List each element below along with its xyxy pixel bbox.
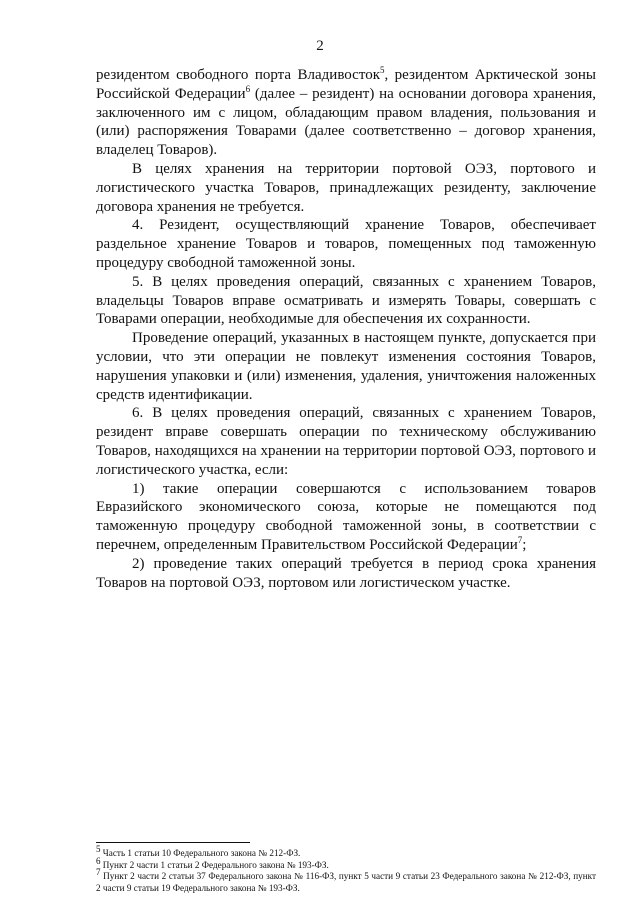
paragraph-item-5: 5. В целях проведения операций, связанных с хранением Товаров, владельцы Товаров вправе осматривать и измерять Товары, совершать с Товарами операции, необходимые для обеспечения их сохранности.	[96, 273, 596, 328]
footnote-text: Часть 1 статьи 10 Федерального закона № 212-ФЗ.	[100, 848, 301, 858]
footnote-divider	[96, 842, 250, 843]
paragraph-subitem-2: 2) проведение таких операций требуется в период срока хранения Товаров на портовой ОЭЗ, портовом или логистическом участке.	[96, 555, 596, 591]
footnotes	[96, 843, 596, 894]
document-body	[96, 66, 596, 592]
page-number: 2	[316, 38, 324, 54]
paragraph-continuation	[96, 66, 596, 160]
paragraph-subitem-1	[96, 480, 596, 555]
paragraph-text: ;	[522, 536, 527, 553]
footnote-7	[96, 867, 596, 894]
footnote-ref-6: 6	[245, 83, 251, 94]
footnote-text: Пункт 2 части 1 статьи 2 Федерального закона № 193-ФЗ.	[100, 859, 329, 870]
footnote-mark: 5	[96, 843, 101, 854]
footnote-mark: 6	[96, 855, 101, 866]
paragraph-text: резидентом свободного порта Владивосток	[96, 67, 380, 83]
footnote-ref-5: 5	[379, 65, 385, 75]
paragraph-item-6: 6. В целях проведения операций, связанных с хранением Товаров, резидент вправе совершать операции по техническому обслуживанию Товаров, находящихся на хранении на территории портовой ОЭЗ, портового и логистического участка, если:	[96, 405, 596, 478]
footnote-text: Пункт 2 части 2 статьи 37 Федерального закона № 116-ФЗ, пункт 5 части 9 статьи 23 Федерального закона № 212-ФЗ, пункт 2 части 9 статьи 19 Федерального закона № 193-ФЗ.	[96, 871, 596, 893]
paragraph-text: (далее – резидент) на основании договора хранения, заключенного им с лицом, обладающим правом владения, пользования и (или) распоряжения Товарами (далее соответственно – договор хранения, владелец Товаров).	[96, 85, 596, 159]
footnote-ref-7: 7	[517, 534, 523, 545]
paragraph-text: , резидентом Арктической зоны Российской Федерации	[96, 67, 596, 102]
paragraph-text: 1) такие операции совершаются с использованием товаров Евразийского экономического союза, которые не помещаются под таможенную процедуру свободной таможенной зоны, в соответствии с перечнем, определенным Правительством Российской Федерации	[96, 480, 596, 553]
paragraph-item-5-conditions: Проведение операций, указанных в настоящем пункте, допускается при условии, что эти операции не повлекут изменения состояния Товаров, нарушения упаковки и (или) изменения, удаления, уничтожения наложенных средств идентификации.	[96, 330, 596, 403]
footnote-5	[96, 843, 596, 860]
paragraph-storage-contract: В целях хранения на территории портовой ОЭЗ, портового и логистического участка Товаров, принадлежащих резиденту, заключение договора хранения не требуется.	[96, 160, 596, 215]
footnote-mark: 7	[96, 867, 101, 878]
footnote-6	[96, 855, 596, 872]
paragraph-item-4: 4. Резидент, осуществляющий хранение Товаров, обеспечивает раздельное хранение Товаров и товаров, помещенных под таможенную процедуру свободной таможенной зоны.	[96, 217, 596, 271]
